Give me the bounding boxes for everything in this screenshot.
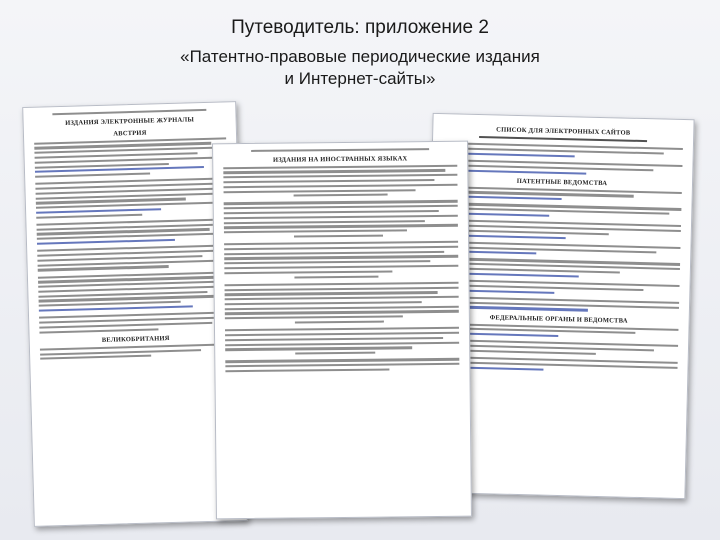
page-right-section-2: ПАТЕНТНЫЕ ВЕДОМСТВА (516, 177, 608, 187)
page-left-section-1: ИЗДАНИЯ ЭЛЕКТРОННЫЕ ЖУРНАЛЫ (65, 115, 195, 127)
page-left-section-3: ВЕЛИКОБРИТАНИЯ (101, 334, 170, 344)
page-right-section-1: СПИСОК ДЛЯ ЭЛЕКТРОННЫХ САЙТОВ (496, 126, 631, 137)
slide-subtitle-line-2: и Интернет-сайты» (284, 69, 436, 88)
page-middle-section-1: ИЗДАНИЯ НА ИНОСТРАННЫХ ЯЗЫКАХ (272, 154, 408, 164)
slide-subtitle-line-1: «Патентно-правовые периодические издания (180, 47, 540, 66)
slide-title: Путеводитель: приложение 2 (231, 17, 489, 38)
page-left-section-2: АВСТРИЯ (113, 129, 147, 138)
document-page-middle (212, 141, 472, 520)
page-right-section-3: ФЕДЕРАЛЬНЫЕ ОРГАНЫ И ВЕДОМСТВА (489, 313, 628, 325)
slide-title-block (0, 16, 720, 90)
